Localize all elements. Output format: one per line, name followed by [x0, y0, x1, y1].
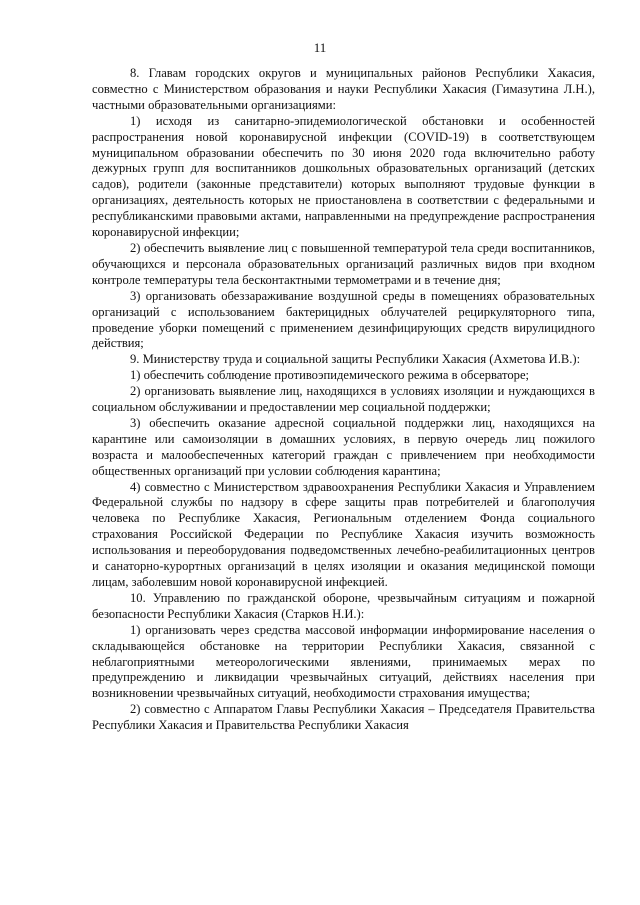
paragraph-subitem-8-3: 3) организовать обеззараживание воздушной среды в помещениях образовательных организаций с использованием бактерицидных облучателей рециркуляторного типа, проведение уборки помещений с применением дезинфицирующих средств вирулицидного действия;: [92, 288, 595, 351]
paragraph-subitem-9-4: 4) совместно с Министерством здравоохранения Республики Хакасия и Управлением Федеральной службы по надзору в сфере защиты прав потребителей и благополучия человека по Республике Хакасия, Региональным отделением Фонда социального страхования Российской Федерации по Республике Хакасия изучить возможность использования и переоборудования подведомственных лечебно-реабилитационных центров и санаторно-курортных организаций в целях изоляции и оказания медицинской помощи лицам, заболевшим новой коронавирусной инфекцией.: [92, 479, 595, 589]
paragraph-subitem-9-1: 1) обеспечить соблюдение противоэпидемического режима в обсерваторе;: [130, 368, 530, 383]
paragraph-subitem-8-2: 2) обеспечить выявление лиц с повышенной температурой тела среди воспитанников, обучающихся и персонала образовательных организаций различных видов при входном контроле температуры тела бесконтактными термометрами и в течение дня;: [92, 240, 595, 287]
paragraph-subitem-9-3: 3) обеспечить оказание адресной социальной поддержки лиц, находящихся на карантине или самоизоляции в домашних условиях, в первую очередь лиц пожилого возраста и малообеспеченных категорий граждан с привлечением при необходимости общественных организаций при условии соблюдения карантина;: [92, 415, 595, 478]
paragraph-item-9: 9. Министерству труда и социальной защиты Республики Хакасия (Ахметова И.В.):: [130, 352, 581, 367]
paragraph-subitem-10-2: 2) совместно с Аппаратом Главы Республики Хакасия – Председателя Правительства Республики Хакасия и Правительства Республики Хакасия: [92, 702, 595, 733]
paragraph-subitem-9-2: 2) организовать выявление лиц, находящихся в условиях изоляции и нуждающихся в социальном обслуживании и предоставлении мер социальной поддержки;: [92, 384, 595, 415]
paragraph-subitem-8-1: 1) исходя из санитарно-эпидемиологической обстановки и особенностей распространения новой коронавирусной инфекции (COVID-19) в соответствующем муниципальном образовании обеспечить по 30 июня 2020 года включительно работу дежурных групп для воспитанников дошкольных образовательных организаций (детских садов), родители (законные представители) которых выполняют трудовые функции в организациях, деятельность которых не приостановлена в соответствии с федеральными и республиканскими правовыми актами, направленными на предупреждение распространения коронавирусной инфекции;: [92, 113, 595, 240]
paragraph-item-8: 8. Главам городских округов и муниципальных районов Республики Хакасия, совместно с Министерством образования и науки Республики Хакасия (Гимазутина Л.Н.), частными образовательными организациями:: [92, 66, 595, 112]
paragraph-item-10: 10. Управлению по гражданской обороне, чрезвычайным ситуациям и пожарной безопасности Республики Хакасия (Старков Н.И.):: [92, 590, 595, 621]
paragraph-subitem-10-1: 1) организовать через средства массовой информации информирование населения о складывающейся обстановке на территории Республики Хакасия, связанной с неблагоприятными метеорологическими явлениями, принимаемых мерах по предупреждению и ликвидации чрезвычайных ситуаций, действиях населения при возникновении чрезвычайных ситуаций, необходимости страхования имущества;: [92, 622, 595, 701]
document-body: [92, 66, 595, 734]
page-number: 11: [313, 40, 327, 55]
